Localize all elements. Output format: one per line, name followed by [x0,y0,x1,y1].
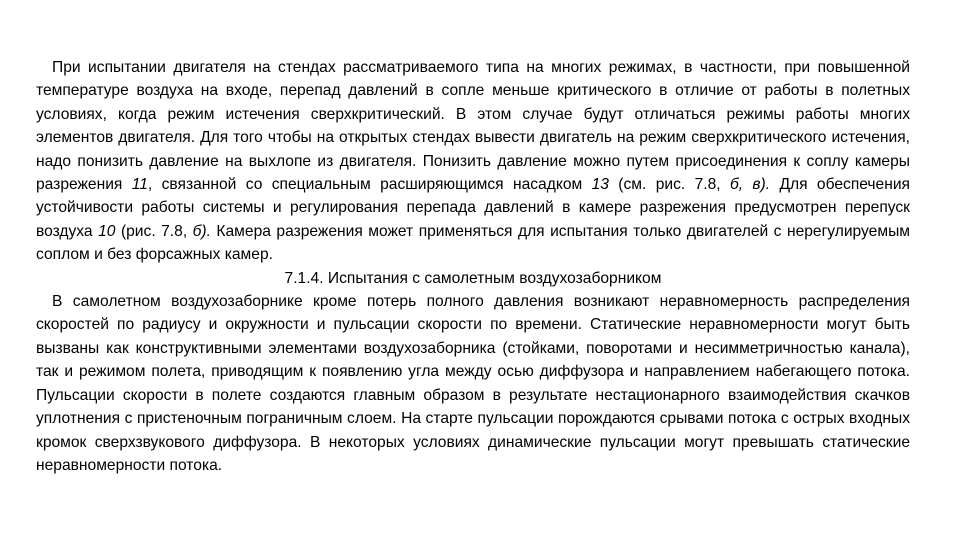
paragraph-text: При испытании двигателя на стендах рассматриваемого типа на многих режимах, в частности, при повышенной температуре воздуха на входе, перепад давлений в сопле меньше критического в отличие от работы в полетных условиях, когда режим истечения сверхкритический. В этом случае будут отличаться режимы работы многих элементов двигателя. Для того чтобы на открытых стендах вывести двигатель на режим сверхкритического истечения, надо понизить давление на выхлопе из двигателя. Понизить давление можно путем присоединения к соплу камеры разрежения [36,59,910,194]
paragraph-text: , связанной со специальным расширяющимся насадком [147,176,592,194]
paragraph-text: (см. рис. 7.8, [608,176,730,194]
slide-content [36,56,910,477]
paragraph-text: (рис. 7.8, [115,222,193,240]
figure-reference: 13 [591,176,609,194]
figure-reference: б). [192,222,211,240]
figure-reference: 11 [131,176,148,194]
paragraph-text: Для обеспечения устойчивости работы системы и регулирования перепада давлений в камере разрежения предусмотрен перепуск воздуха [36,176,910,240]
figure-reference: 10 [98,222,116,240]
paragraph-stand-testing [36,56,910,267]
paragraph-text: Камера разрежения может применяться для испытания только двигателей с нерегулируемым соплом и без форсажных камер. [36,222,910,264]
paragraph-air-intake: В самолетном воздухозаборнике кроме потерь полного давления возникают неравномерность распределения скоростей по радиусу и окружности и пульсации скорости по времени. Статические неравномерности могут быть вызваны как конструктивными элементами воздухозаборника (стойками, поворотами и несимметричностью канала), так и режимом полета, приводящим к появлению угла между осью диффузора и направлением набегающего потока. Пульсации скорости в полете создаются главным образом в результате нестационарного взаимодействия скачков уплотнения с пристеночным пограничным слоем. На старте пульсации порождаются срывами потока с острых входных кромок сверхзвукового диффузора. В некоторых условиях динамические пульсации могут превышать статические неравномерности потока. [36,293,910,474]
section-heading: 7.1.4. Испытания с самолетным воздухозаборником [284,269,662,287]
figure-reference: б, в). [729,176,771,194]
